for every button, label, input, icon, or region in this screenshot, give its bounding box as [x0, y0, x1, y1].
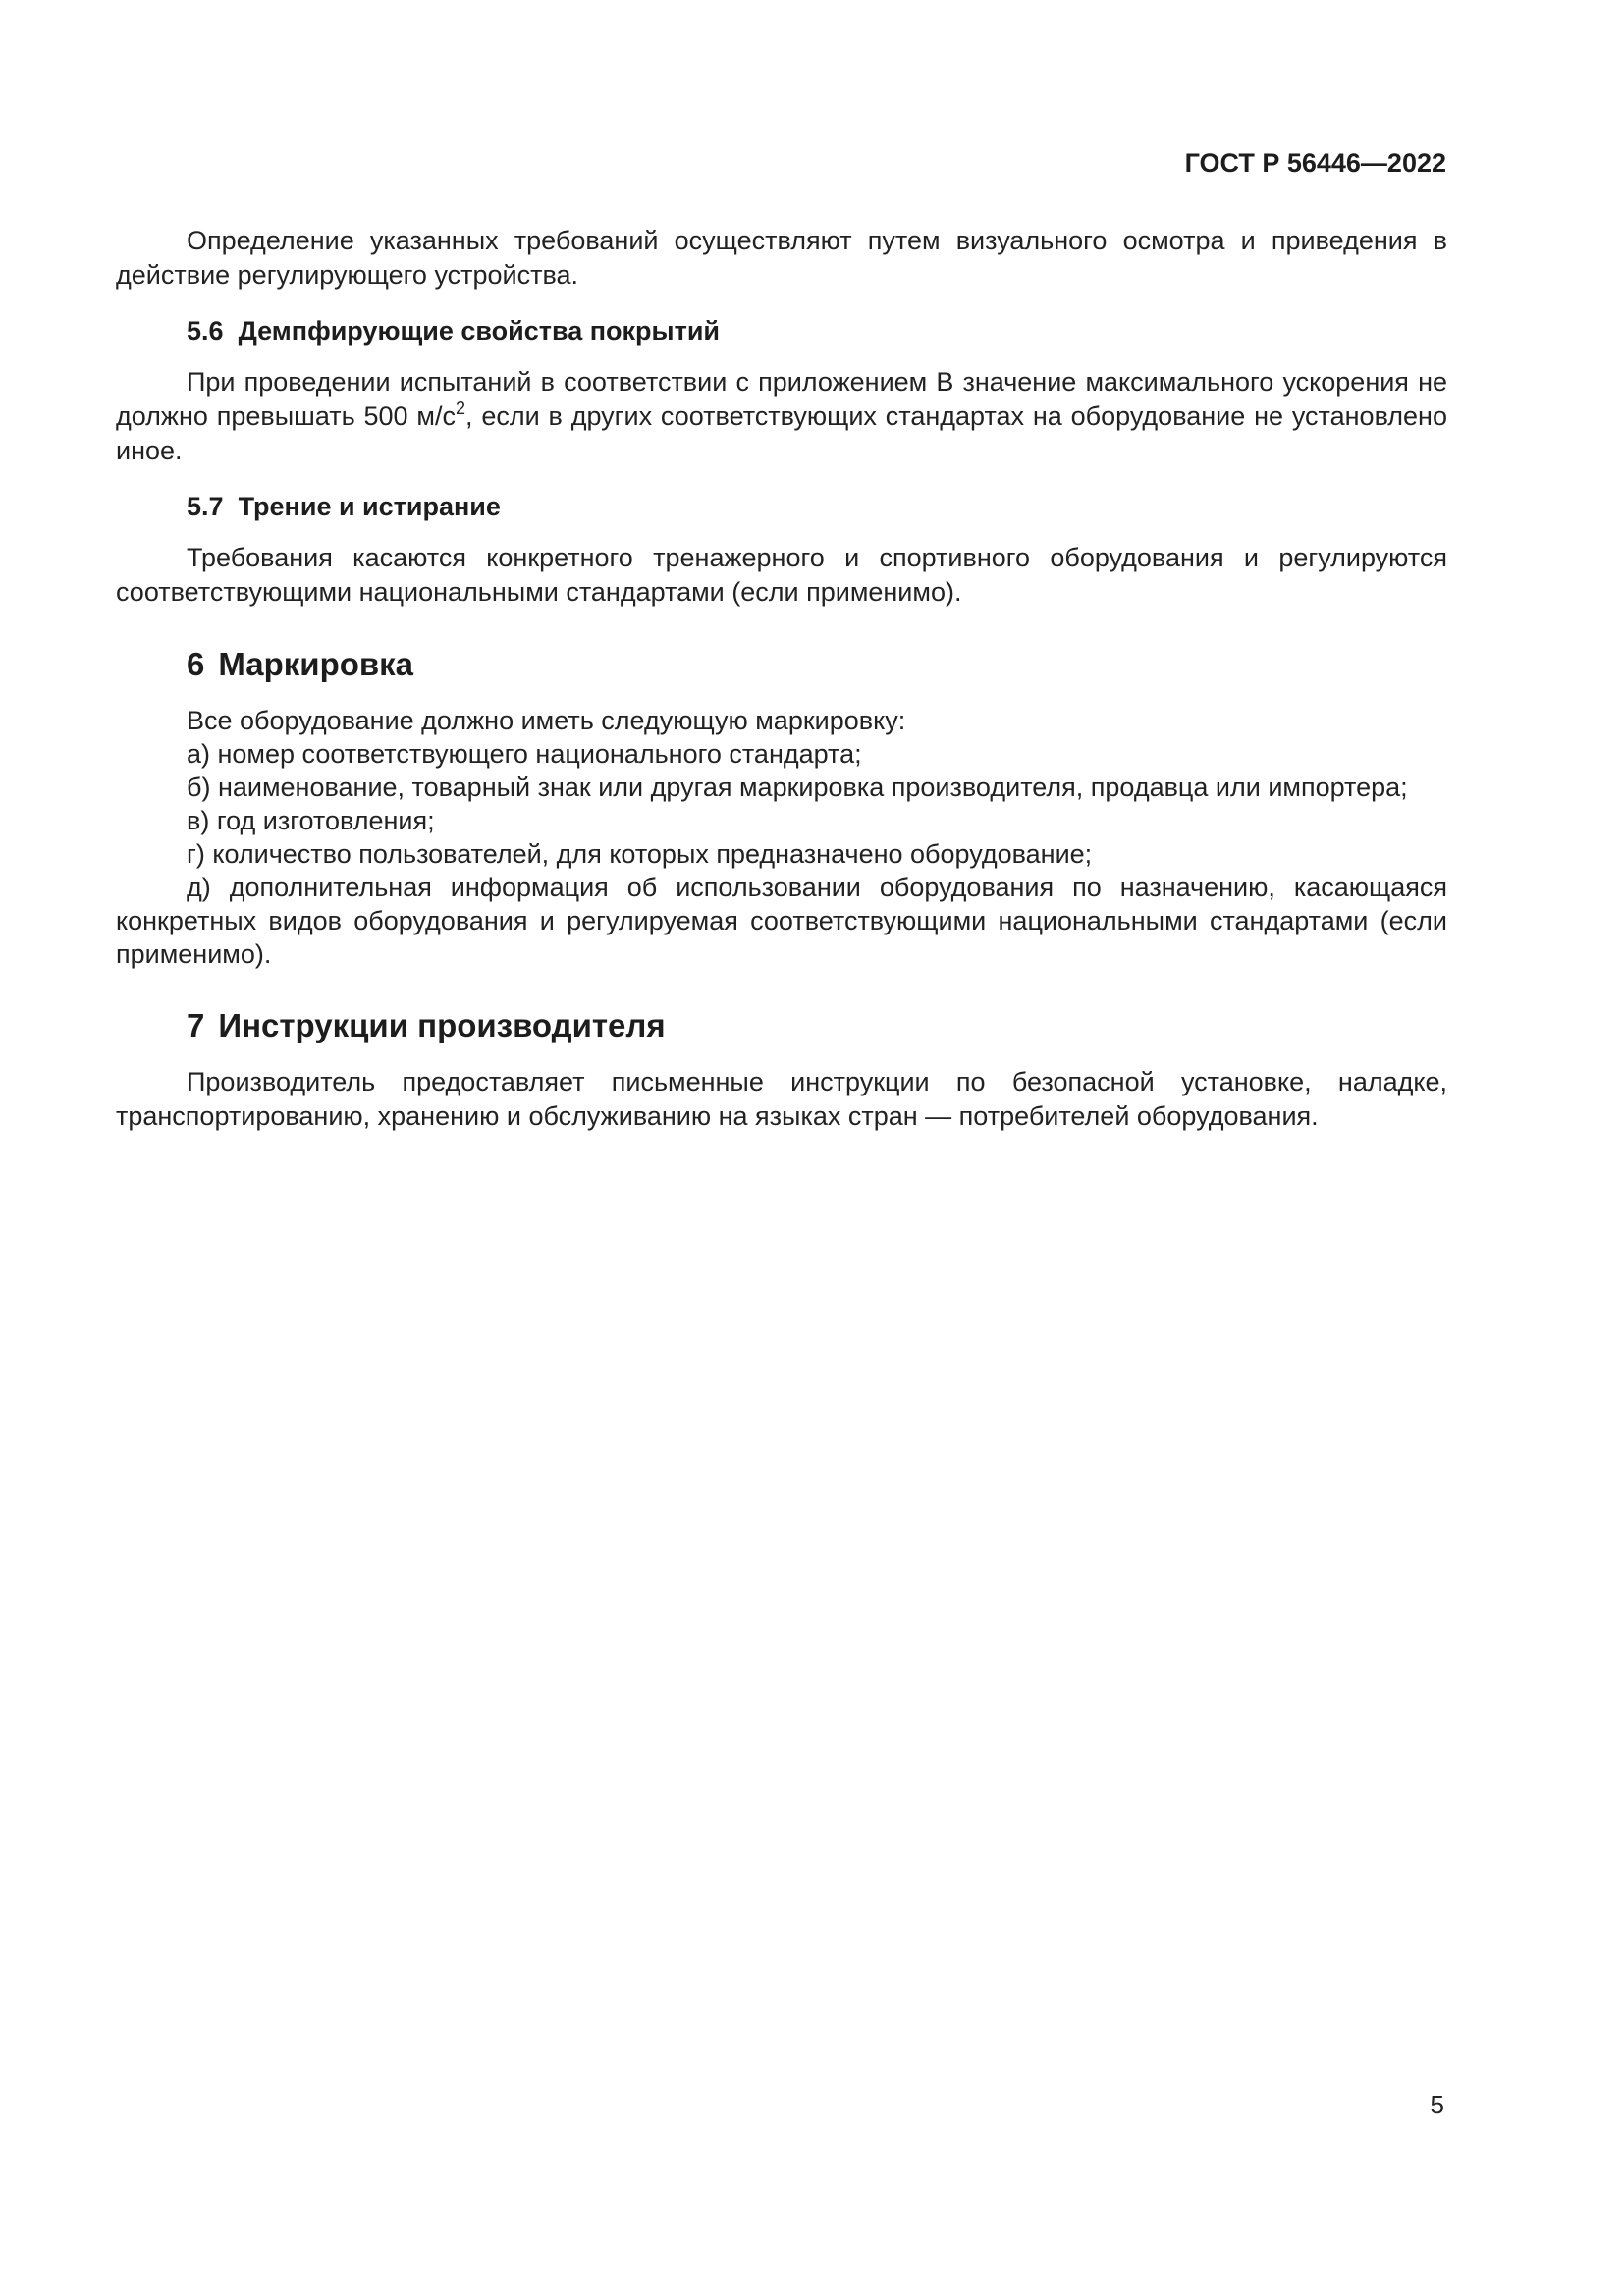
section-5-6-heading [116, 314, 1447, 348]
page-number: 5 [1430, 2090, 1444, 2119]
section-5-6-paragraph [116, 365, 1447, 468]
section-7-number: 7 [187, 1007, 205, 1043]
section-7-paragraph: Производитель предоставляет письменные инструкции по безопасной установке, наладке, транспортированию, хранению и обслуживанию на языках стран — потребителей оборудования. [116, 1067, 1447, 1131]
section-7-heading [116, 1006, 1447, 1045]
section-7-title: Инструкции производителя [218, 1007, 666, 1043]
section-6-title: Маркировка [218, 646, 414, 682]
list-item: б) наименование, товарный знак или другая маркировка производителя, продавца или импортера; [187, 773, 1408, 802]
document-body [116, 224, 1447, 1134]
section-5-6-number: 5.6 [187, 316, 224, 346]
section-5-7-number: 5.7 [187, 492, 224, 521]
section-5-6-text-after: , если в других соответствующих стандартах на оборудование не установлено иное. [116, 401, 1447, 465]
section-5-6-text-before: При проведении испытаний в соответствии с приложением В значение максимального ускорения не должно превышать 500 м/с [116, 367, 1447, 431]
document-header-id: ГОСТ Р 56446—2022 [1184, 148, 1446, 178]
section-5-7-title: Трение и истирание [238, 492, 501, 521]
list-item: д) дополнительная информация об использовании оборудования по назначению, касающаяся конкретных видов оборудования и регулируемая соответствующими национальными стандартами (если применимо). [116, 873, 1447, 969]
section-5-6-title: Демпфирующие свойства покрытий [238, 316, 721, 346]
list-item: в) год изготовления; [187, 806, 435, 835]
section-6-lead: Все оборудование должно иметь следующую маркировку: [187, 706, 906, 735]
list-item: г) количество пользователей, для которых предназначено оборудование; [187, 839, 1093, 869]
section-5-7-heading [116, 490, 1447, 524]
superscript-exponent: 2 [455, 399, 465, 418]
list-item: а) номер соответствующего национального стандарта; [187, 739, 862, 769]
section-6-number: 6 [187, 646, 205, 682]
section-5-7-paragraph: Требования касаются конкретного тренажерного и спортивного оборудования и регулируются соответствующими национальными стандартами (если применимо). [116, 543, 1447, 607]
intro-paragraph: Определение указанных требований осуществляют путем визуального осмотра и приведения в действие регулирующего устройства. [116, 226, 1447, 290]
section-6-heading [116, 645, 1447, 684]
